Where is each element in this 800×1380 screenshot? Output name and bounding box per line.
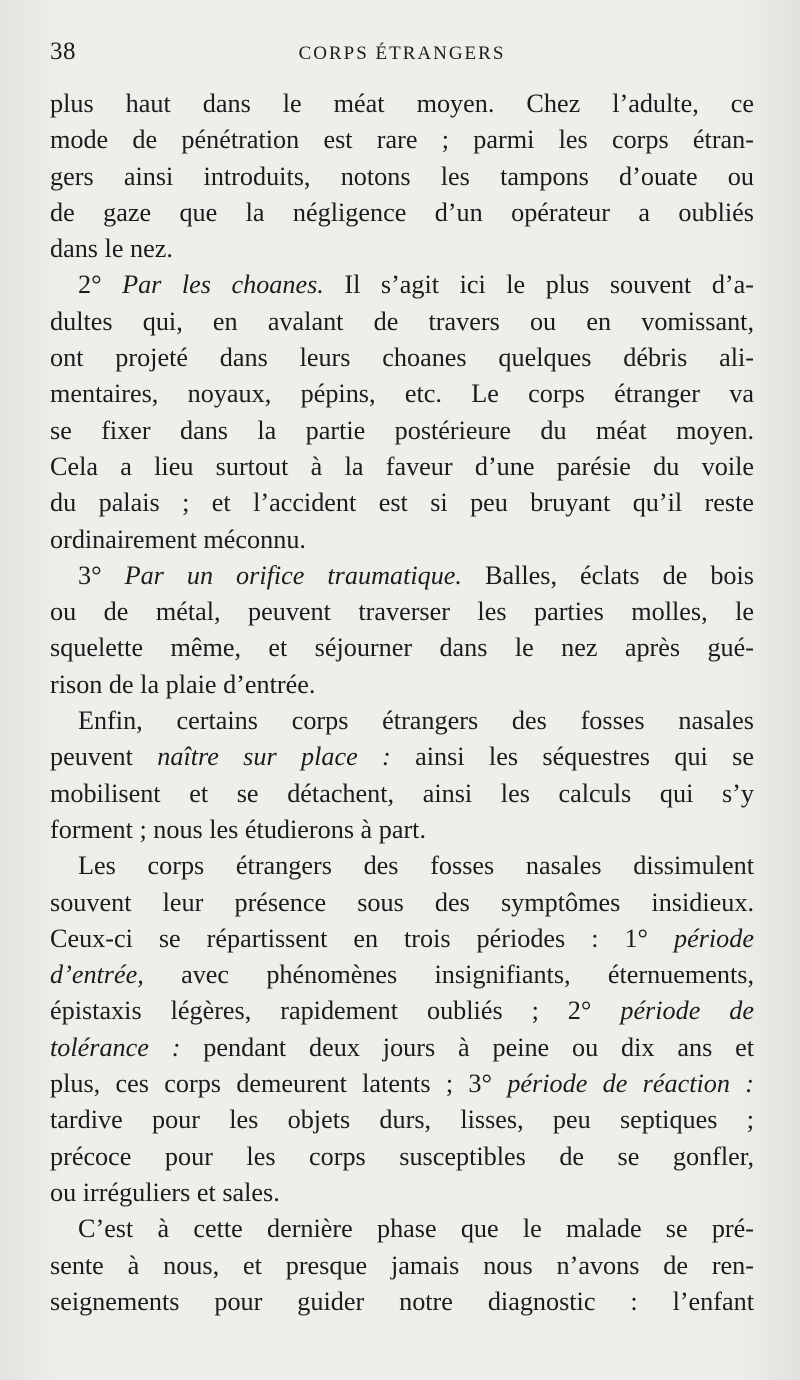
text-run: ou de métal, peuvent traverser les parties molles, le: [50, 597, 754, 627]
text-run: Cela a lieu surtout à la faveur d’une parésie du voile: [50, 451, 754, 481]
text-line: [50, 776, 754, 812]
text-run: du palais ; et l’accident est si peu bruyant qu’il reste: [50, 488, 754, 518]
text-line: [50, 848, 754, 884]
text-line: [50, 485, 754, 521]
text-run: squelette même, et séjourner dans le nez après gué-: [50, 633, 754, 663]
text-run: Les corps étrangers des fosses nasales dissimulent: [78, 851, 754, 881]
text-line: [50, 122, 754, 158]
text-line: [50, 1139, 754, 1175]
text-line: [50, 558, 754, 594]
text-run: tardive pour les objets durs, lisses, peu septiques ;: [50, 1105, 754, 1135]
italic-run: période de: [620, 996, 754, 1026]
text-line: [50, 231, 754, 267]
text-run: plus haut dans le méat moyen. Chez l’adulte, ce: [50, 89, 754, 118]
text-line: [50, 159, 754, 195]
italic-run: tolérance :: [50, 1032, 181, 1062]
body-text: [50, 86, 754, 1320]
text-run: Il s’agit ici le plus souvent d’a-: [323, 270, 754, 300]
text-line: [50, 376, 754, 412]
text-run: pendant deux jours à peine ou dix ans et: [180, 1032, 754, 1062]
italic-run: Par les choanes.: [122, 270, 324, 300]
text-line: [50, 1030, 754, 1066]
running-title: CORPS ÉTRANGERS: [298, 43, 506, 64]
text-run: plus, ces corps demeurent latents ; 3°: [50, 1069, 508, 1099]
text-run: Ceux-ci se répartissent en trois périodes : 1°: [50, 923, 674, 953]
text-run: sente à nous, et presque jamais nous n’avons de ren-: [50, 1250, 754, 1280]
text-run: 2°: [78, 270, 123, 300]
text-line: [50, 630, 754, 666]
text-run: mentaires, noyaux, pépins, etc. Le corps étranger va: [50, 379, 754, 409]
text-run: épistaxis légères, rapidement oubliés ; 2°: [50, 996, 621, 1026]
text-line: [50, 304, 754, 340]
text-run: seignements pour guider notre diagnostic : l’enfant: [50, 1286, 754, 1316]
text-line: [50, 522, 754, 558]
text-run: gers ainsi introduits, notons les tampons d’ouate ou: [50, 161, 754, 191]
text-run: Balles, éclats de bois: [461, 560, 754, 590]
italic-run: Par un orifice traumatique.: [124, 560, 462, 590]
text-run: Enfin, certains corps étrangers des fosses nasales: [78, 706, 754, 736]
text-run: ou irréguliers et sales.: [50, 1177, 280, 1207]
text-run: ordinairement méconnu.: [50, 524, 306, 554]
text-line: [50, 739, 754, 775]
text-run: souvent leur présence sous des symptômes insidieux.: [50, 887, 754, 917]
text-line: [50, 1248, 754, 1284]
text-line: [50, 86, 754, 122]
text-line: [50, 921, 754, 957]
text-line: [50, 667, 754, 703]
text-line: [50, 340, 754, 376]
text-run: précoce pour les corps susceptibles de se gonfler,: [50, 1141, 754, 1171]
text-run: dultes qui, en avalant de travers ou en vomissant,: [50, 306, 754, 336]
text-run: avec phénomènes insignifiants, éternuements,: [143, 960, 754, 990]
text-run: ainsi les séquestres qui se: [390, 742, 754, 772]
italic-run: d’entrée,: [50, 960, 144, 990]
text-line: [50, 267, 754, 303]
text-line: [50, 1284, 754, 1320]
text-line: [50, 1102, 754, 1138]
text-run: dans le nez.: [50, 234, 173, 264]
text-run: rison de la plaie d’entrée.: [50, 669, 316, 699]
text-run: C’est à cette dernière phase que le malade se pré-: [78, 1214, 754, 1244]
italic-run: naître sur place :: [157, 742, 391, 772]
text-line: [50, 1066, 754, 1102]
text-line: [50, 195, 754, 231]
page-header: [50, 38, 754, 78]
text-run: forment ; nous les étudierons à part.: [50, 814, 426, 844]
text-line: [50, 413, 754, 449]
text-run: se fixer dans la partie postérieure du méat moyen.: [50, 415, 754, 445]
text-line: [50, 703, 754, 739]
italic-run: période: [674, 923, 754, 953]
text-line: [50, 594, 754, 630]
text-run: peuvent: [50, 742, 158, 772]
text-run: mode de pénétration est rare ; parmi les corps étran-: [50, 125, 754, 155]
italic-run: période de réaction :: [507, 1069, 754, 1099]
text-line: [50, 993, 754, 1029]
text-run: de gaze que la négligence d’un opérateur a oubliés: [50, 197, 754, 227]
text-line: [50, 1175, 754, 1211]
text-line: [50, 449, 754, 485]
text-line: [50, 1211, 754, 1247]
text-line: [50, 885, 754, 921]
text-run: mobilisent et se détachent, ainsi les calculs qui s’y: [50, 778, 754, 808]
page-number: 38: [50, 38, 76, 65]
text-run: 3°: [78, 560, 125, 590]
text-run: ont projeté dans leurs choanes quelques débris ali-: [50, 343, 754, 373]
text-line: [50, 812, 754, 848]
text-line: [50, 957, 754, 993]
